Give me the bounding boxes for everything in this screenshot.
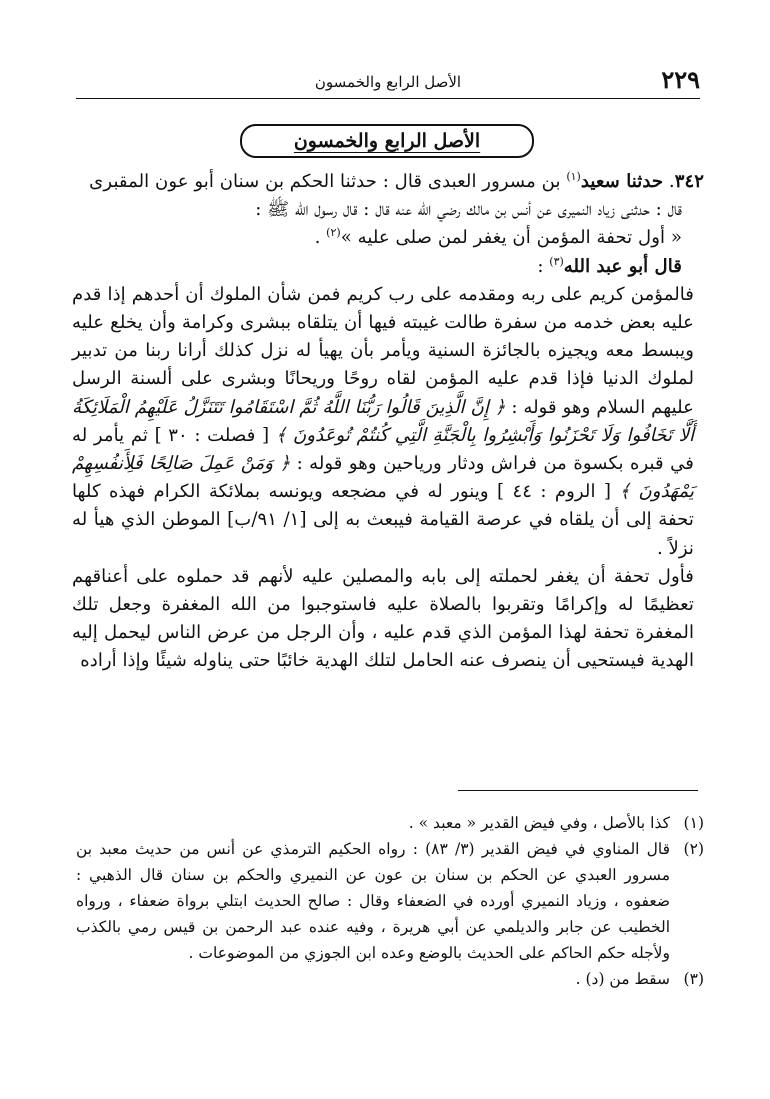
hadith-matn-text: « أول تحفة المؤمن أن يغفر لمن صلى عليه » (340, 227, 682, 249)
author-name: قال أبو عبد الله (563, 255, 682, 277)
paragraph-1 (72, 281, 704, 563)
quran-reference-1: [ فصلت : ٣٠ ] (148, 424, 276, 446)
hadith-line-2: قال : حدثنى زياد النميرى عن أنس بن مالك رضي الله عنه قال : قال رسول الله ﷺ : (255, 199, 682, 221)
footnote (76, 966, 704, 992)
footnote-number: (١) (683, 814, 704, 832)
hadith-matn: « أول تحفة المؤمن أن يغفر لمن صلى عليه »$^{(٢)}$ . (314, 226, 682, 249)
footnote-number: (٣) (683, 970, 704, 988)
paragraph-1-c: وينور له في مضجعه ويونسه بملائكة الكرام فهذه كلها تحفة إلى أن يلقاه في عرصة القيامة فيبعث به إلى (72, 481, 694, 531)
paragraph-1-a: فالمؤمن كريم على ربه ومقدمه على رب كريم فمن شأن الملوك أن أحدهم إذا قدم عليه بعض خدمه من سفرة طالت غيبته فيها أن يتلقاه ببشرى وكرامة وأن يخلع عليه ويبسط معه ويجيزه بالجائزة السنية ويأمر بأن يهيأ له نزل كذلك أرانا ربنا من تدبير لملوك الدنيا فإذا قدم عليه المؤمن لقاه روحًا وريحانًا وبشرى على ألسنة الرسل عليهم السلام وهو قوله : (72, 283, 695, 418)
running-title: الأصل الرابع والخمسون (314, 73, 462, 91)
quran-verse-2: ﴿ وَمَنْ عَمِلَ صَالِحًا فَلِأَنفُسِهِمْ يَمْهَدُونَ ﴾ (72, 453, 694, 503)
footnote (76, 810, 704, 836)
footnote-marker-2: (٢) (326, 226, 341, 240)
paragraph-2: فأول تحفة أن يغفر لحملته إلى بابه والمصلين عليه لأنهم قد حملوه على أعناقهم تعظيمًا له وإكرامًا وتقربوا بالصلاة عليه فاستوجبوا من الله المغفرة وجعل تلك المغفرة تحفة لهذا المؤمن الذي قدم عليه ، وأن الرجل من عرض الناس ليحمل إليه الهدية فيستحيى أن ينصرف عنه الحامل لتلك الهدية خائبًا حتى يناوله شيئًا وإذا أراده (72, 565, 694, 672)
footnote-marker-3: (٣) (549, 254, 564, 268)
footnotes (76, 810, 704, 992)
quran-verse-1: ﴿ إِنَّ الَّذِينَ قَالُوا رَبُّنَا اللَّهُ ثُمَّ اسْتَقَامُوا تَتَنَزَّلُ عَلَيْهِمُ الْمَلَائِكَةُ أَلَّا تَخَافُوا وَلَا تَحْزَنُوا وَأَبْشِرُوا بِالْجَنَّةِ الَّتِي كُنتُمْ تُوعَدُونَ ﴾ (72, 396, 695, 446)
hadith-line-1: ٣٤٢. حدثنا سعيد$^{(١)}$ بن مسرور العبدى قال : حدثنا الحكم بن سنان أبو عون المقبرى (89, 169, 704, 192)
footnote-marker-1: (١) (566, 169, 581, 183)
page-number: ٢٢٩ (661, 65, 700, 94)
manuscript-folio: [١/ ٩١/ب] (227, 509, 307, 531)
running-header (76, 64, 700, 99)
paragraph-1-d: الموطن الذي هيأ له نزلاً . (72, 509, 694, 559)
footnote-text: قال المناوي في فيض القدير (٣/ ٨٣) : رواه الحكيم الترمذي عن أنس من حديث معبد بن مسرور العبدي عن الحكم بن سنان بن عون عن النميري والحكم بن سنان قال الذهبي : ضعفوه ، وزياد النميري أورده في الضعفاء وقال : صالح الحديث ابتلي برواة ضعفاء ، ورواه الخطيب عن جابر والديلمي عن أبي هريرة ، وفيه عنده عبد الرحمن بن قيس رمي بالكذب ولأجله حكم الحاكم على الحديث بالوضع وعده ابن الجوزي من الموضوعات . (76, 840, 671, 962)
paragraph-1-b: ثم يأمر له في قبره بكسوة من فراش ودثار ورياحين وهو قوله : (72, 424, 694, 475)
footnote-text: سقط من (د) . (575, 970, 670, 988)
footnote-text: كذا بالأصل ، وفي فيض القدير « معبد » . (408, 814, 670, 832)
author-comment-heading: قال أبو عبد الله$^{(٣)}$ : (537, 254, 682, 277)
chapter-heading-box (240, 124, 534, 158)
isnad-continuation: بن مسرور العبدى قال : حدثنا الحكم بن سنان أبو عون المقبرى (89, 171, 567, 192)
footnote-divider (458, 790, 698, 791)
footnote-number: (٢) (683, 840, 704, 858)
main-text (72, 168, 704, 676)
footnote (76, 836, 704, 966)
chapter-title: الأصل الرابع والخمسون (293, 130, 481, 152)
quran-reference-2: [ الروم : ٤٤ ] (488, 481, 620, 503)
isnad-intro: حدثنا سعيد (580, 171, 664, 192)
hadith-number: ٣٤٢ (674, 171, 704, 192)
